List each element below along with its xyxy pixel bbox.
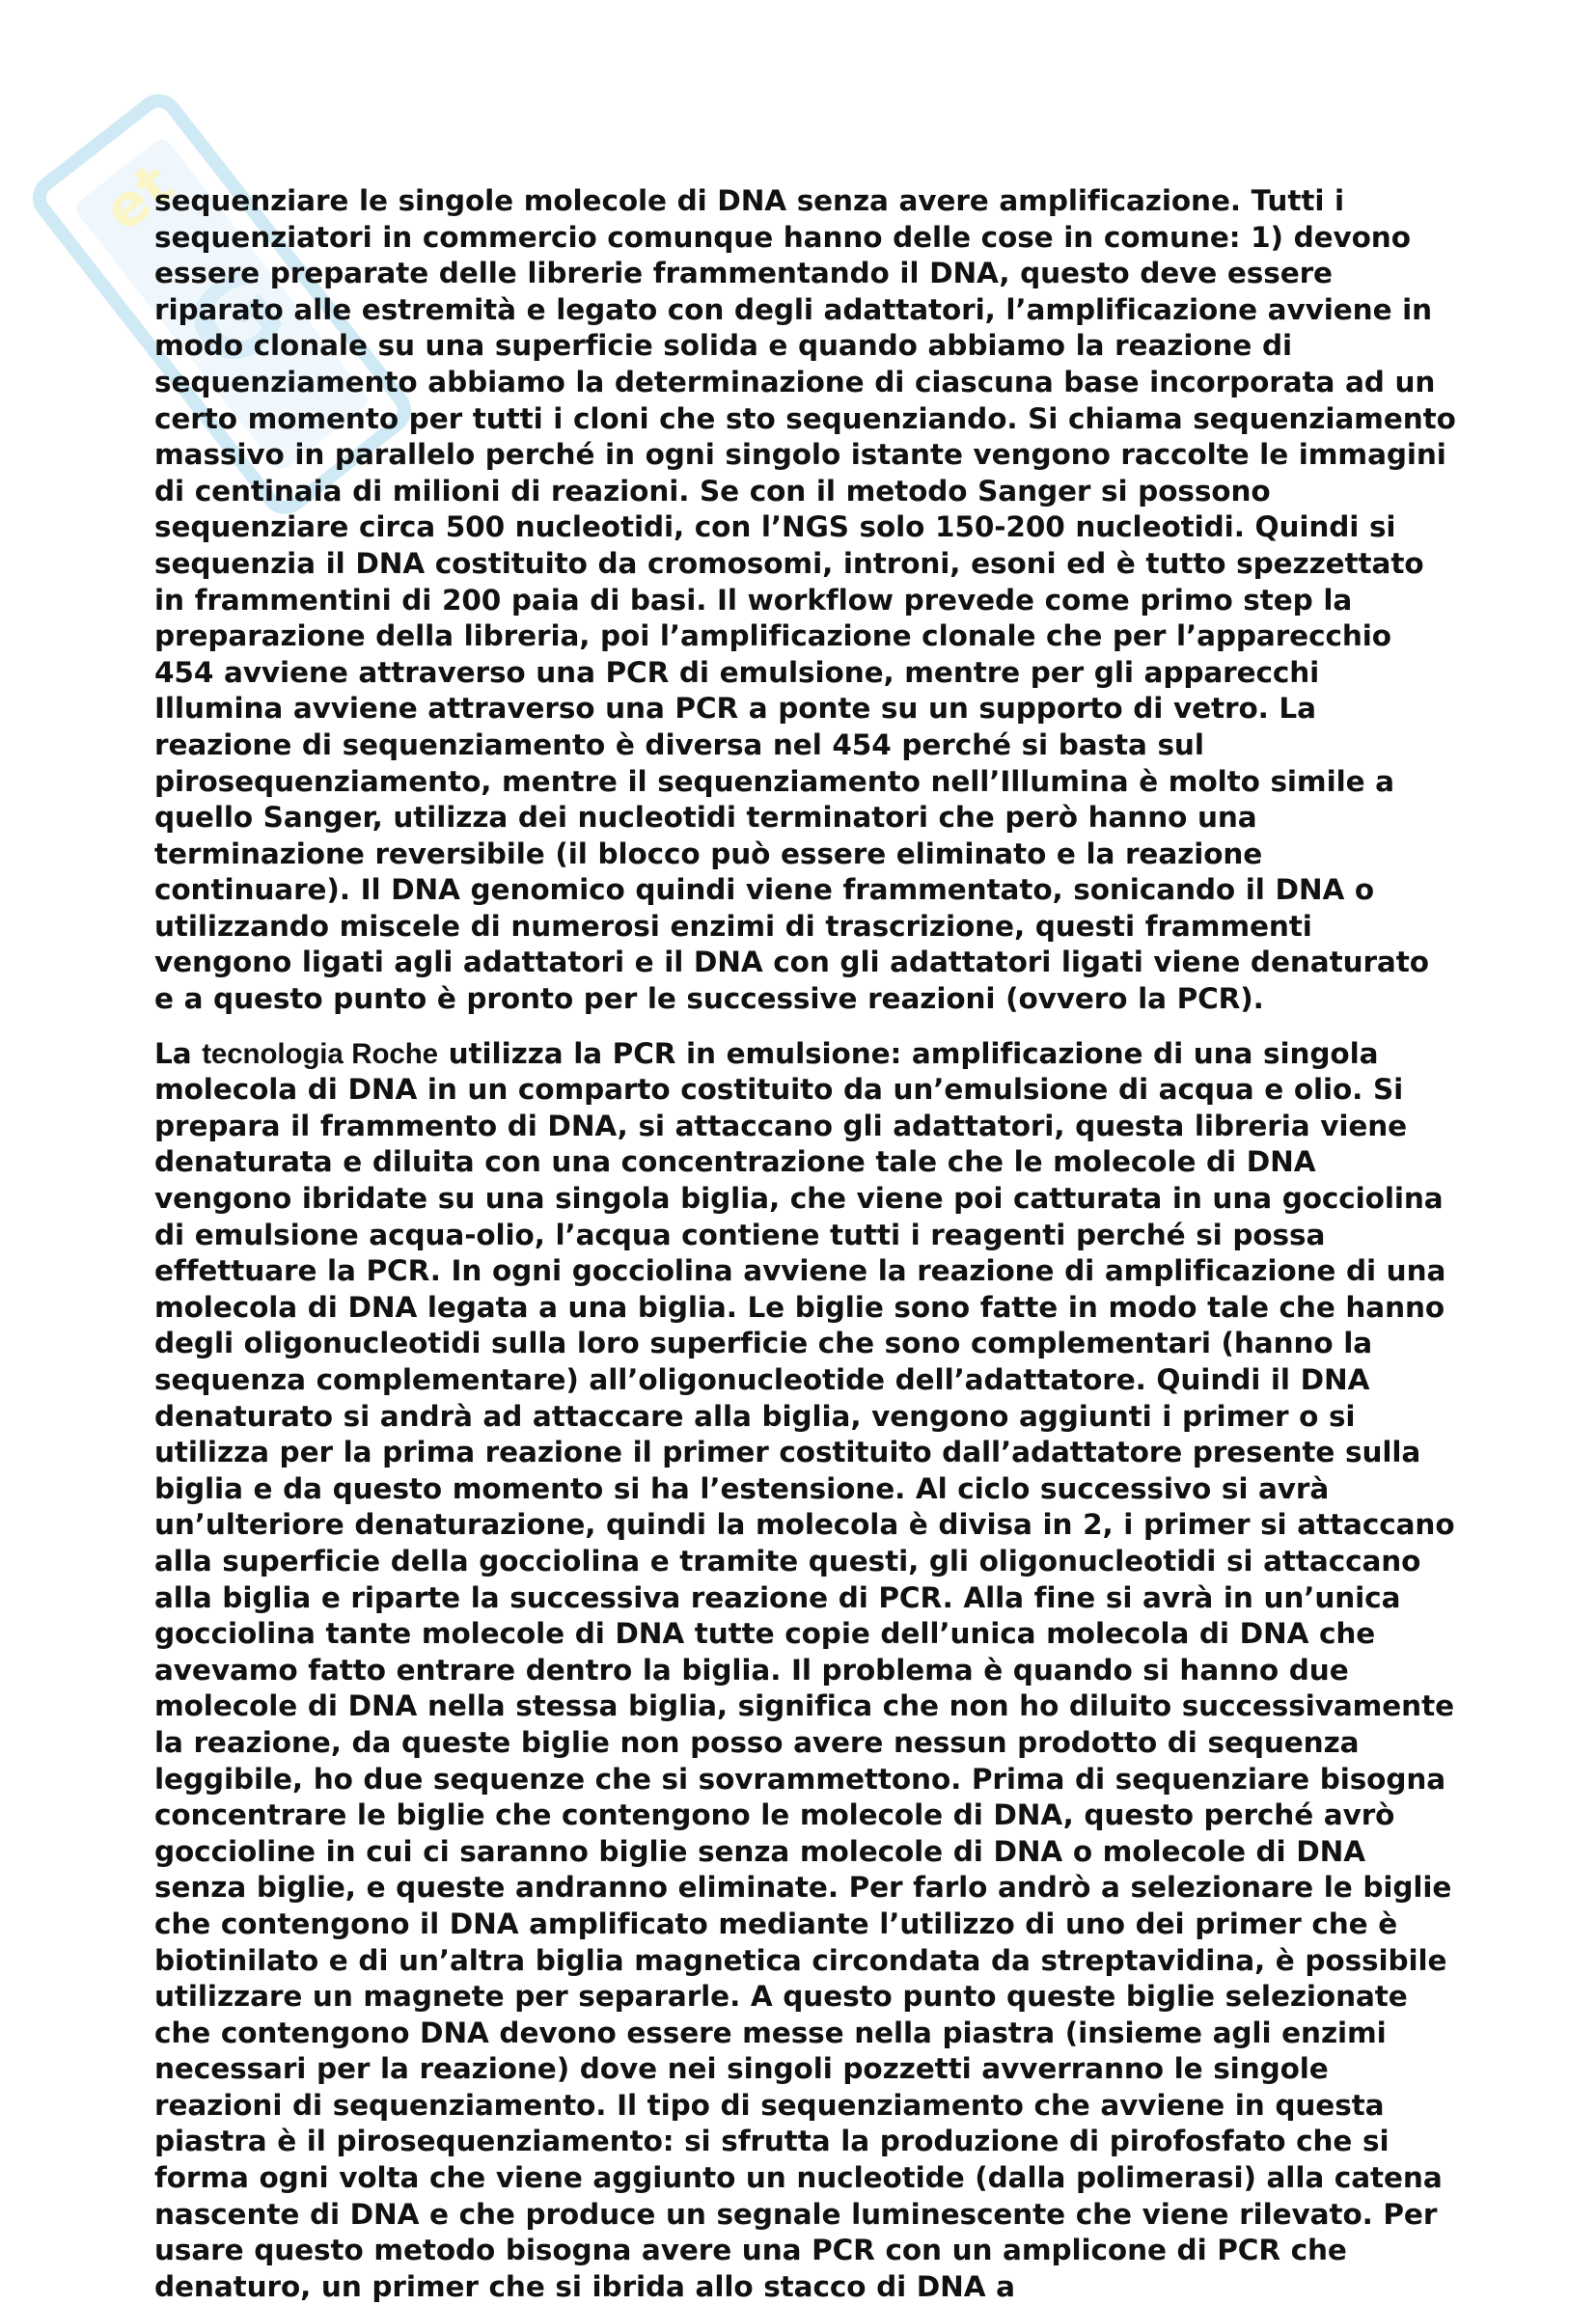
paragraph-text: utilizza la PCR in emulsione: amplificazione di una singola molecola di DNA in un comparto costituito da un’emulsione di acqua e olio. Si prepara il frammento di DNA, si attaccano gli adattatori, questa libreria viene denaturata e diluita con una concentrazione tale che le molecole di DNA vengono ibridate su una singola biglia, che viene poi catturata in una gocciolina di emulsione acqua-olio, l’acqua contiene tutti i reagenti perché si possa effettuare la PCR. In ogni gocciolina avviene la reazione di amplificazione di una molecola di DNA legata a una biglia. Le biglie sono fatte in modo tale che hanno degli oligonucleotidi sulla loro superficie che sono complementari (hanno la sequenza complementare) all’oligonucleotide dell’adattatore. Quindi il DNA denaturato si andrà ad attaccare alla biglia, vengono aggiunti i primer o si utilizza per la prima reazione il primer costituito dall’adattatore presente sulla biglia e da questo momento si ha l’estensione. Al ciclo successivo si avrà un’ulteriore denaturazione, quindi la molecola è divisa in 2, i primer si attaccano alla superficie della gocciolina e tramite questi, gli oligonucleotidi si attaccano alla biglia e riparte la successiva reazione di PCR. Alla fine si avrà in un’unica gocciolina tante molecole di DNA tutte copie dell’unica molecola di DNA che avevamo fatto entrare dentro la biglia. Il problema è quando si hanno due molecole di DNA nella stessa biglia, significa che non ho diluito successivamente la reazione, da queste biglie non posso avere nessun prodotto di sequenza leggibile, ho due sequenze che si sovrammettono. Prima di sequenziare bisogna concentrare le biglie che contengono le molecole di DNA, questo perché avrò goccioline in cui ci saranno biglie senza molecole di DNA o molecole di DNA senza biglie, e queste andranno eliminate. Per farlo andrò a selezionare le biglie che contengono il DNA amplificato mediante l’utilizzo di uno dei primer che è biotinilato e di un’altra biglia magnetica circondata da streptavidina, è possibile utilizzare un magnete per separarle. A questo punto queste biglie selezionate che contengono DNA devono essere messe nella piastra (insieme agli enzimi necessari per la reazione) dove nei singoli pozzetti avverranno le singole reazioni di sequenziamento. Il tipo di sequenziamento che avviene in questa piastra è il pirosequenziamento: si sfrutta la produzione di pirofosfato che si forma ogni volta che viene aggiunto un nucleotide (dalla polimerasi) alla catena nascente di DNA e che produce un segnale luminescente che viene rilevato. Per usare questo metodo bisogna avere una PCR con un amplicone di PCR che denaturo, un primer che si ibrida allo stacco di DNA a: [154, 1036, 1455, 2303]
keyword-roche: tecnologia Roche: [202, 1037, 438, 1070]
svg-text:G: G: [162, 245, 308, 397]
svg-text:et: et: [91, 150, 186, 245]
paragraph-text: sequenziare le singole molecole di DNA senza avere amplificazione. Tutti i sequenziatori in commercio comunque hanno delle cose in comune: 1) devono essere preparate delle librerie frammentando il DNA, questo deve essere riparato alle estremità e legato con degli adattatori, l’amplificazione avviene in modo clonale su una superficie solida e quando abbiamo la reazione di sequenziamento abbiamo la determinazione di ciascuna base incorporata ad un certo momento per tutti i cloni che sto sequenziando. Si chiama sequenziamento massivo in parallelo perché in ogni singolo istante vengono raccolte le immagini di centinaia di milioni di reazioni. Se con il metodo Sanger si possono sequenziare circa 500 nucleotidi, con l’NGS solo 150-200 nucleotidi. Quindi si sequenzia il DNA costituito da cromosomi, introni, esoni ed è tutto spezzettato in frammentini di 200 paia di basi. Il workflow prevede come primo step la preparazione della libreria, poi l’amplificazione clonale che per l’apparecchio 454 avviene attraverso una PCR di emulsione, mentre per gli apparecchi Illumina avviene attraverso una PCR a ponte su un supporto di vetro. La reazione di sequenziamento è diversa nel 454 perché si basta sul pirosequenziamento, mentre il sequenziamento nell’Illumina è molto simile a quello Sanger, utilizza dei nucleotidi terminatori che però hanno una terminazione reversibile (il blocco può essere eliminato e la reazione continuare). Il DNA genomico quindi viene frammentato, sonicando il DNA o utilizzando miscele di numerosi enzimi di trascrizione, questi frammenti vengono ligati agli adattatori e il DNA con gli adattatori ligati viene denaturato e a questo punto è pronto per le successive reazioni (ovvero la PCR).: [154, 184, 1456, 1016]
paragraph-ngs-overview: [154, 183, 1457, 1018]
document-body: [154, 183, 1457, 2305]
paragraph-prefix: La: [154, 1036, 203, 1070]
paragraph-roche-technology: [154, 1036, 1457, 2305]
